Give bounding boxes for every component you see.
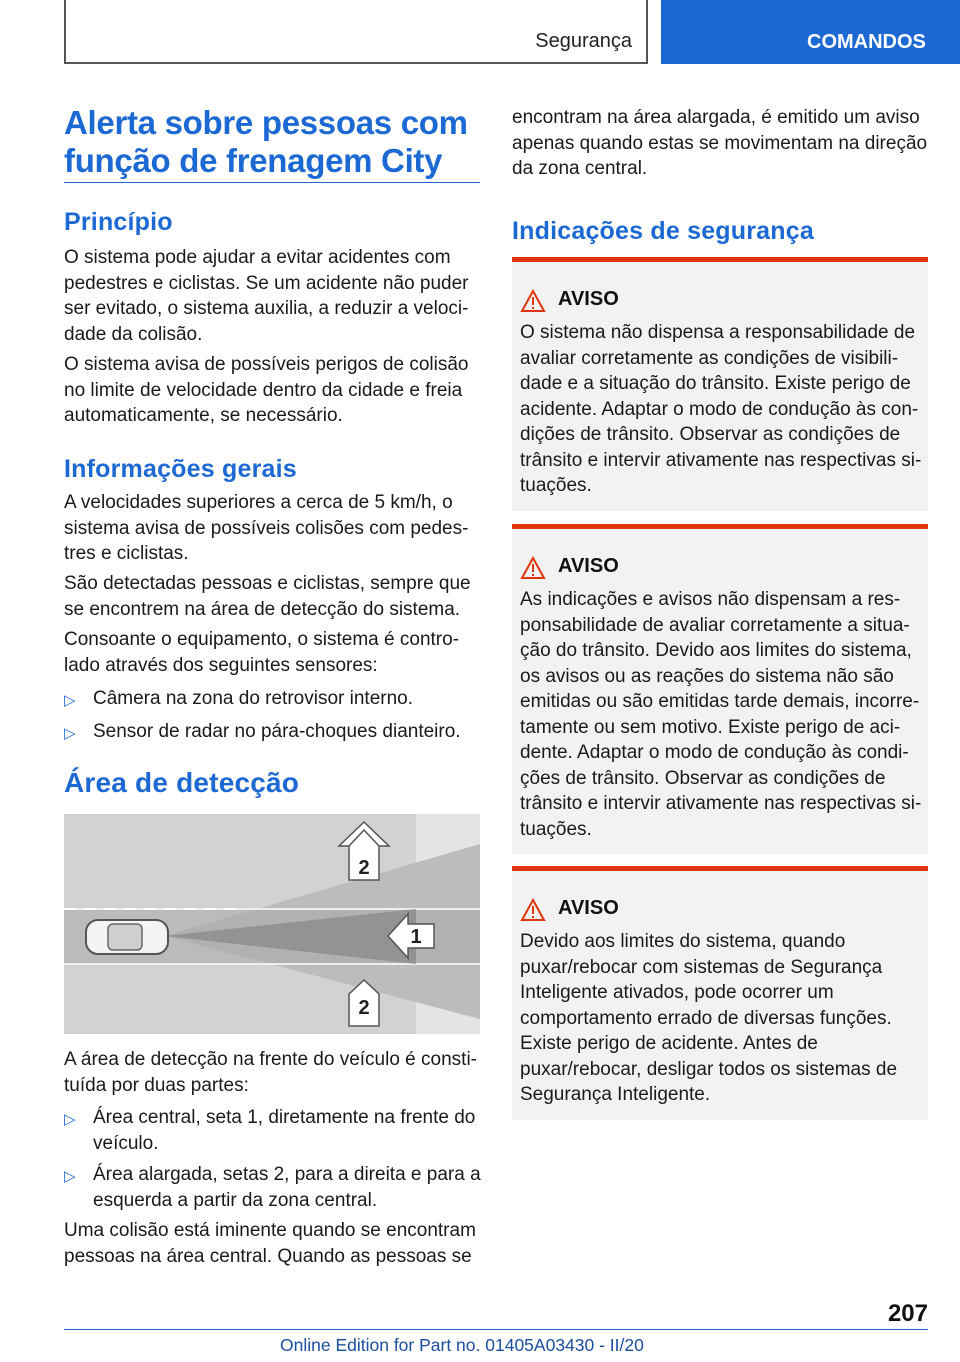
- page-number: 207: [887, 1300, 928, 1327]
- area-paragraph-2: Uma colisão está iminente quando se encontram pessoas na área central. Quando as pessoas se: [64, 1220, 476, 1267]
- heading-informacoes-gerais: Informações gerais: [64, 455, 297, 483]
- info-paragraph-3: Consoante o equipamento, o sistema é controlado através dos seguintes sensores:: [64, 629, 460, 676]
- header-chapter-tab[interactable]: [661, 0, 960, 64]
- bullet-triangle-icon: ▷: [64, 1111, 76, 1128]
- heading-principio: Princípio: [64, 208, 173, 236]
- warning-label: AVISO: [558, 897, 619, 919]
- footer-divider-short: [864, 1329, 928, 1330]
- principio-paragraph-1: O sistema pode ajudar a evitar acidentes com pedestres e ciclistas. Se um acidente não puder ser evitado, o sistema auxilia, a reduzir a velocidade da colisão.: [64, 247, 469, 345]
- figure-label-1: 1: [410, 926, 422, 948]
- area-paragraph-3: encontram na área alargada, é emitido um aviso apenas quando estas se movimentam na direção da zona central.: [512, 107, 928, 179]
- warning-label: AVISO: [558, 288, 619, 310]
- heading-area-deteccao: Área de detecção: [64, 767, 300, 798]
- header-section-label: Segurança: [535, 30, 632, 52]
- warning-text: O sistema não dispensa a responsabilidade de avaliar corretamente as condições de visibilidade e a situação do trânsito. Existe perigo de acidente. Adaptar o modo de condução às condições de trânsito. Observar as condições de trânsito e intervir ativamente nas respectivas situações.: [520, 322, 922, 496]
- bullet-triangle-icon: ▷: [64, 725, 76, 742]
- footer-divider: [64, 1329, 864, 1330]
- warning-label: AVISO: [558, 555, 619, 577]
- heading-indicacoes-seguranca: Indicações de segurança: [512, 217, 814, 245]
- info-paragraph-1: A velocidades superiores a cerca de 5 km/h, o sistema avisa de possíveis colisões com pedestres e ciclistas.: [64, 492, 469, 564]
- header-chapter-label: COMANDOS: [807, 31, 926, 53]
- warning-triangle-icon: [520, 898, 546, 922]
- figure-label-2-bottom: 2: [358, 997, 370, 1019]
- header-section-box: [64, 0, 648, 64]
- title-divider: [64, 182, 480, 183]
- warning-box-3: [512, 866, 928, 1120]
- car-icon: [86, 920, 168, 954]
- principio-paragraph-2: O sistema avisa de possíveis perigos de colisão no limite de velocidade dentro da cidade e freia automaticamente, se necessário.: [64, 354, 469, 426]
- warning-text: Devido aos limites do sistema, quando puxar/rebocar com sistemas de Segurança Inteligente ativados, pode ocorrer um comportamento errado de diversas funções. Existe perigo de acidente. Antes de puxar/rebocar, desligar todos os sistemas de Segurança Inteligente.: [520, 931, 898, 1105]
- detection-area-diagram: [64, 814, 480, 1034]
- warning-triangle-icon: [520, 289, 546, 313]
- warning-text: As indicações e avisos não dispensam a responsabilidade de avaliar corretamente a situação do trânsito. Devido aos limites do sistema, os avisos ou as reações do sistema não são emitidas ou são emitidas tarde demais, incorretamente ou sem motivo. Existe perigo de acidente. Adaptar o modo de condução às condições de trânsito. Observar as condições de trânsito e intervir ativamente nas respectivas situações.: [520, 589, 922, 840]
- info-paragraph-2: São detectadas pessoas e ciclistas, sempre que se encontrem na área de detecção do sistema.: [64, 573, 471, 620]
- page-title: Alerta sobre pessoas com função de frenagem City: [64, 104, 468, 179]
- warning-box-2: [512, 524, 928, 854]
- bullet-triangle-icon: ▷: [64, 692, 76, 709]
- footer-edition: Online Edition for Part no. 01405A03430 - II/20: [280, 1335, 644, 1355]
- warning-box-1: [512, 257, 928, 511]
- detection-area-illustration: [64, 814, 480, 1034]
- area-paragraph-1: A área de detecção na frente do veículo é constituída por duas partes:: [64, 1049, 477, 1096]
- bullet-triangle-icon: ▷: [64, 1168, 76, 1185]
- figure-label-2-top: 2: [358, 857, 370, 879]
- warning-triangle-icon: [520, 556, 546, 580]
